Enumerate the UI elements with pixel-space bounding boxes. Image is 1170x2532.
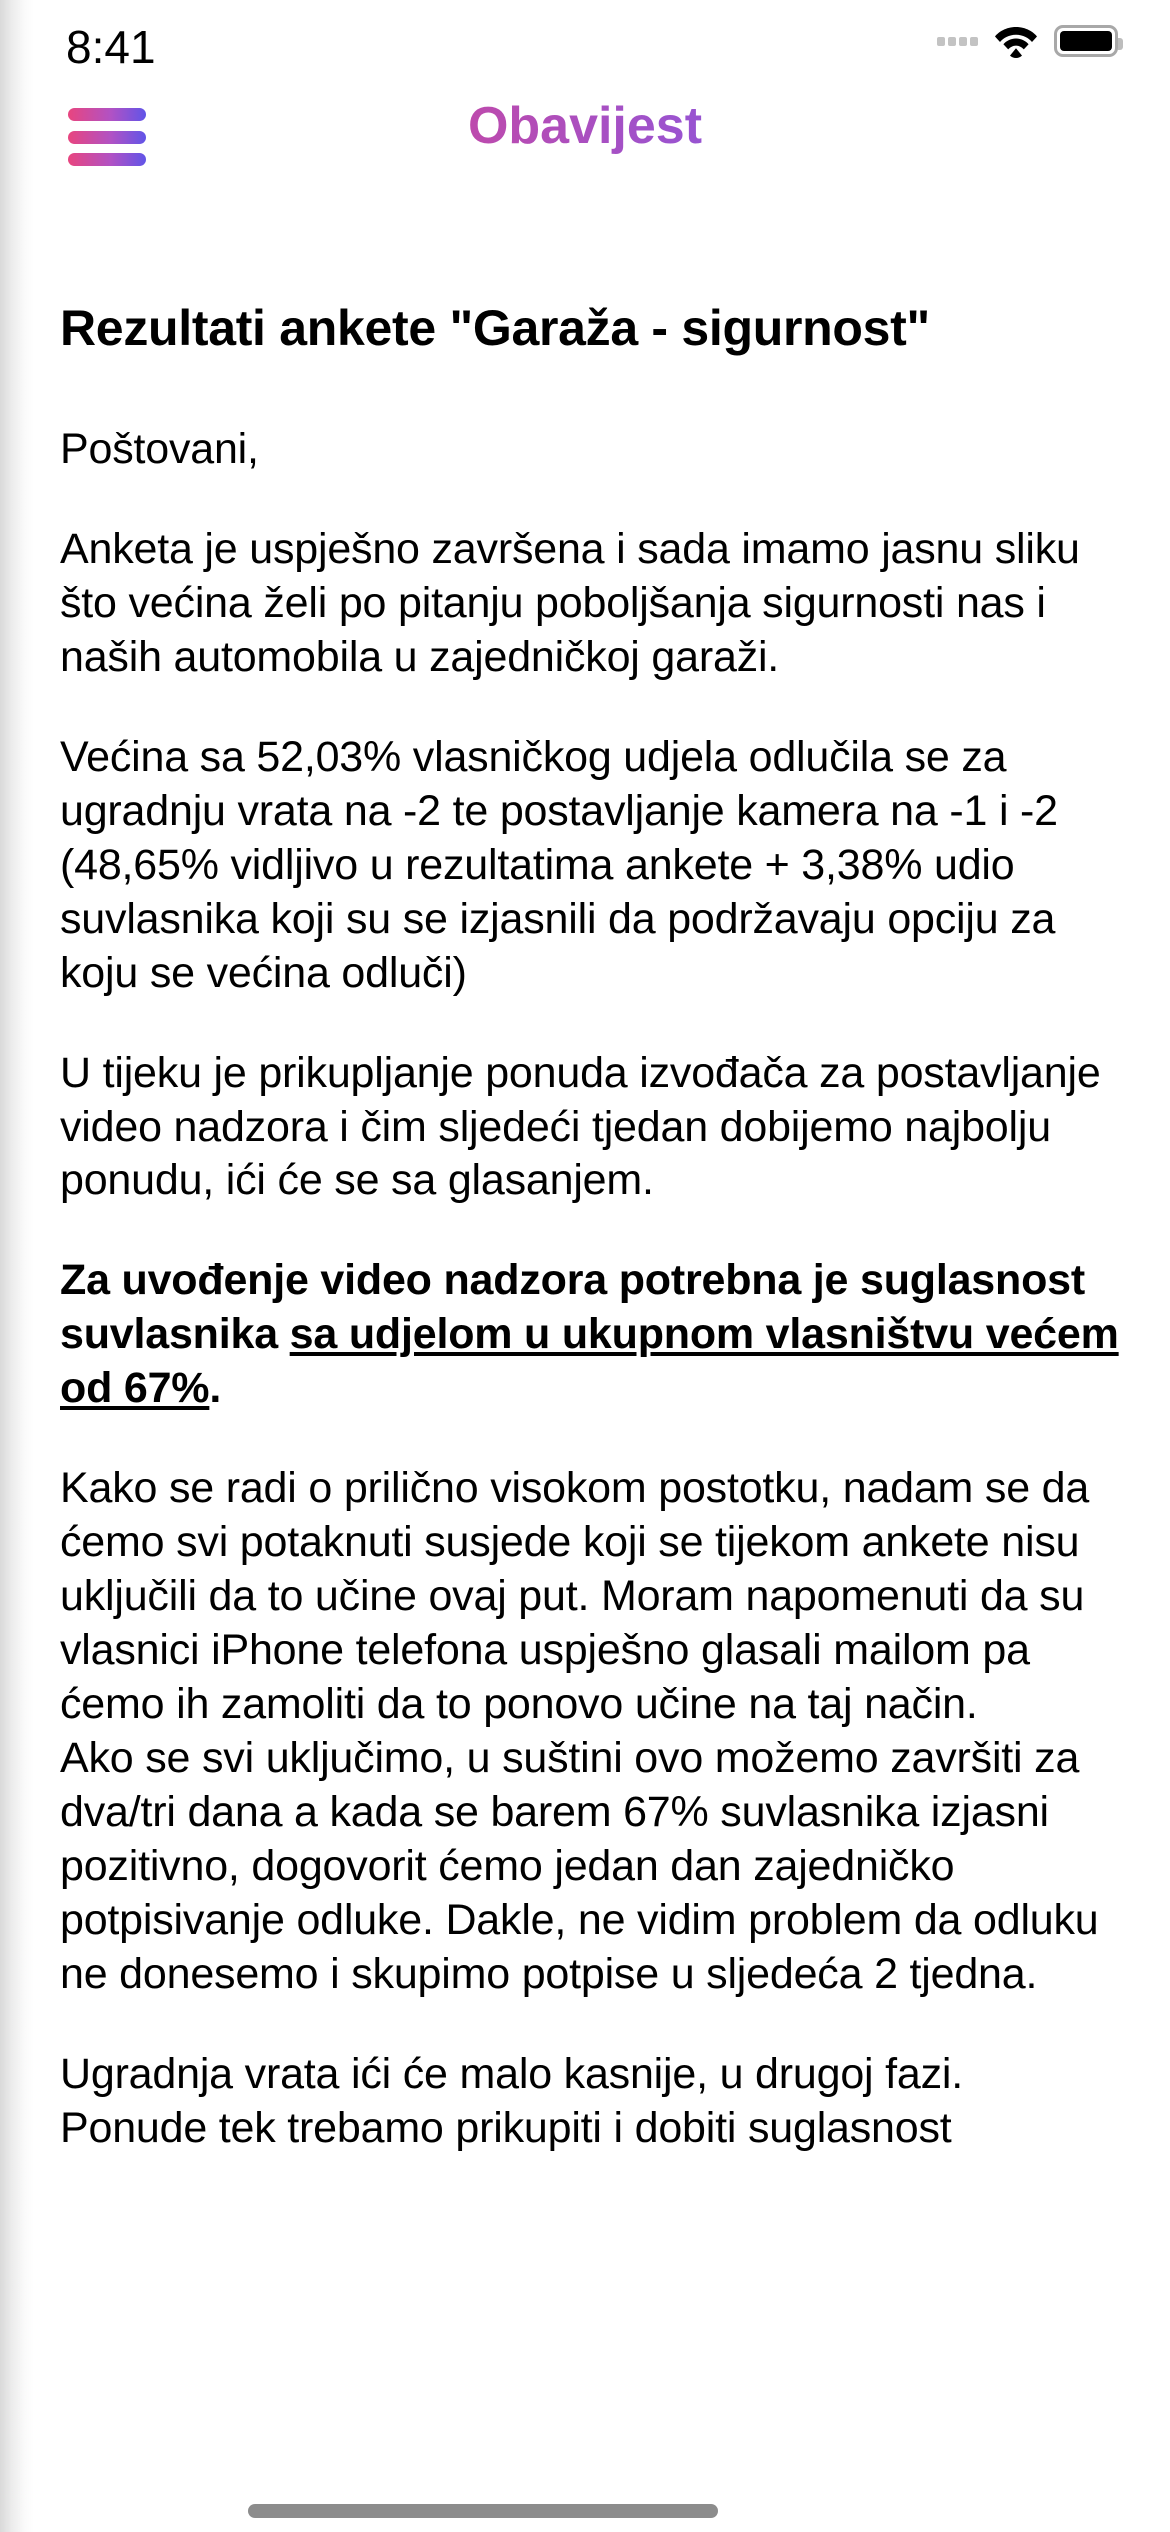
page-title: Obavijest xyxy=(0,96,1170,156)
signal-dots-icon xyxy=(937,37,978,46)
notification-content xyxy=(0,190,1170,2532)
app-header xyxy=(0,86,1170,190)
status-bar-indicators xyxy=(937,24,1118,58)
consent-requirement-underlined: sa udjelom u ukupnom vlasništvu većem od 67% xyxy=(60,1310,1119,1413)
paragraph-majority-breakdown: (48,65% vidljivo u rezultatima ankete + 3,38% udio suvlasnika koji su se izjasnili da podržavaju opciju za koju se većina odluči) xyxy=(60,840,1056,997)
paragraph-greeting: Poštovani, xyxy=(60,425,259,473)
consent-requirement-lead: Za uvođenje video nadzora potrebna je suglasnost suvlasnika xyxy=(60,1256,1085,1359)
paragraph-encouragement: Kako se radi o prilično visokom postotku, nadam se da ćemo svi potaknuti susjede koji se tijekom ankete nisu uključili da to učine ovaj put. Moram napomenuti da su vlasnici iPhone telefona uspješno glasali mailom pa ćemo ih zamoliti da to ponovo učine na taj način. xyxy=(60,1464,1090,1729)
paragraph-timeline: Ako se svi uključimo, u suštini ovo možemo završiti za dva/tri dana a kada se barem 67% suvlasnika izjasni pozitivno, dogovorit ćemo jedan dan zajedničko potpisivanje odluke. Dakle, ne vidim problem da odluku ne donesemo i skupimo potpise u sljedeća 2 tjedna. xyxy=(60,1734,1099,1998)
paragraph-intro: Anketa je uspješno završena i sada imamo jasnu sliku što većina želi po pitanju poboljšanja sigurnosti nas i naših automobila u zajedničkoj garaži. xyxy=(60,524,1080,681)
status-bar xyxy=(0,0,1170,86)
notification-heading: Rezultati ankete "Garaža - sigurnost" xyxy=(60,300,930,356)
paragraph-majority-result: Većina sa 52,03% vlasničkog udjela odlučila se za ugradnju vrata na -2 te postavljanje kamera na -1 i -2 xyxy=(60,732,1058,835)
wifi-icon xyxy=(994,24,1038,58)
status-bar-time: 8:41 xyxy=(66,21,156,73)
paragraph-phase-two-continued: Ponude tek trebamo prikupiti i dobiti suglasnost xyxy=(60,2103,952,2152)
consent-requirement-end: . xyxy=(209,1364,222,1413)
paragraph-phase-two: Ugradnja vrata ići će malo kasnije, u drugoj fazi. xyxy=(60,2049,963,2098)
horizontal-scrollbar[interactable] xyxy=(248,2504,718,2518)
paragraph-consent-requirement xyxy=(60,1254,1126,1416)
paragraph-offers-in-progress: U tijeku je prikupljanje ponuda izvođača za postavljanje video nadzora i čim sljedeći tjedan dobijemo najbolju ponudu, ići će se sa glasanjem. xyxy=(60,1048,1101,1205)
battery-full-icon xyxy=(1054,25,1118,57)
